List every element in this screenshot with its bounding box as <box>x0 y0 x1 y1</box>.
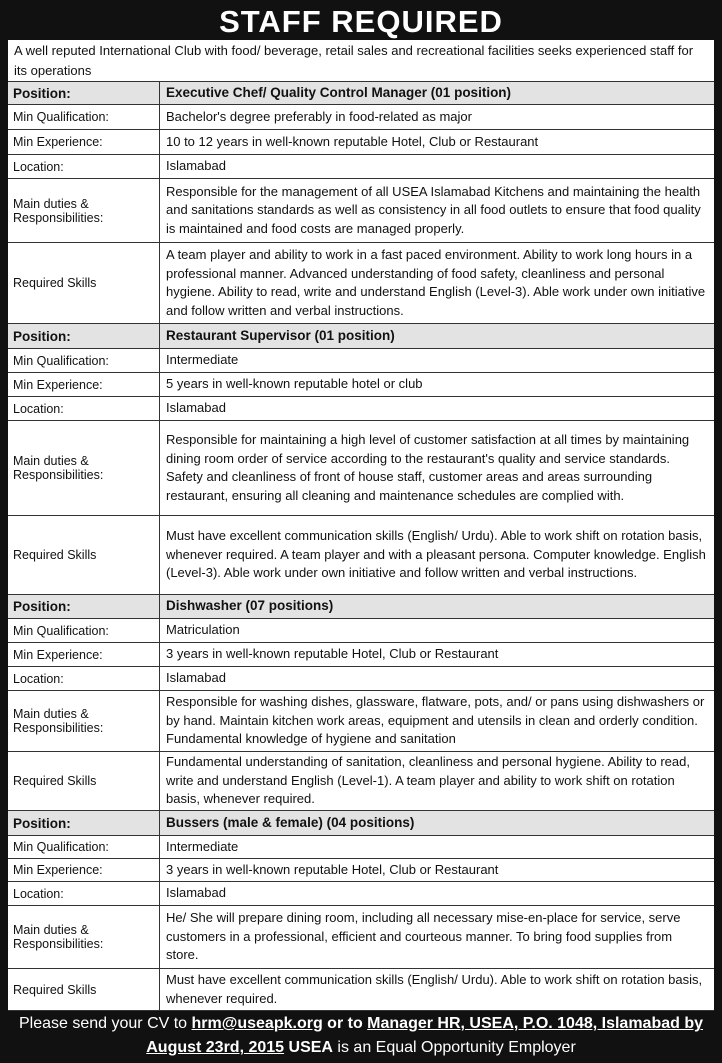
row-value: Responsible for the management of all USEA Islamabad Kitchens and maintaining the health and sanitations standards as well as consistency in all food outlets to ensure that food quality is maintained and food costs are managed properly. <box>166 183 701 236</box>
row-value: Islamabad <box>166 158 226 174</box>
row-value: He/ She will prepare dining room, including all necessary mise-en-place for service, serve customers in a professional, efficient and courteous manner. To bring food supplies from store. <box>166 910 681 963</box>
table-row-location <box>8 155 714 179</box>
row-label: Required Skills <box>8 969 160 1010</box>
row-label: Min Qualification: <box>8 349 160 372</box>
position-header-row <box>8 595 714 619</box>
row-value: Islamabad <box>166 400 226 416</box>
position-header-row <box>8 811 714 836</box>
position-title: Executive Chef/ Quality Control Manager (01 position) <box>166 84 512 100</box>
row-label: Location: <box>8 882 160 905</box>
row-label: Required Skills <box>8 516 160 594</box>
row-value: Intermediate <box>166 352 239 368</box>
row-value: Matriculation <box>166 622 240 638</box>
table-row-skills <box>8 969 714 1011</box>
table-row-duties <box>8 906 714 969</box>
row-label: Position: <box>8 324 160 348</box>
row-label: Main duties & Responsibilities: <box>8 691 160 751</box>
table-row-min-qualification <box>8 836 714 859</box>
row-value: 3 years in well-known reputable Hotel, Club or Restaurant <box>166 646 499 662</box>
table-row-min-experience <box>8 373 714 397</box>
intro-text: A well reputed International Club with food/ beverage, retail sales and recreational facilities seeks experienced staff for its operations <box>8 40 714 82</box>
org-name: USEA <box>288 1039 333 1056</box>
email-link[interactable]: hrm@useapk.org <box>191 1015 323 1032</box>
row-label: Min Qualification: <box>8 619 160 642</box>
footer-suffix: is an Equal Opportunity Employer <box>337 1039 576 1056</box>
row-label: Position: <box>8 811 160 835</box>
footer-prefix: Please send your CV to <box>18 1015 188 1032</box>
page-title: STAFF REQUIRED <box>219 4 503 39</box>
row-value: 10 to 12 years in well-known reputable Hotel, Club or Restaurant <box>166 133 539 149</box>
row-value: 5 years in well-known reputable hotel or club <box>166 376 423 392</box>
row-label: Min Qualification: <box>8 836 160 858</box>
table-row-min-qualification <box>8 349 714 373</box>
row-label: Min Experience: <box>8 643 160 666</box>
row-label: Main duties & Responsibilities: <box>8 421 160 515</box>
table-row-duties <box>8 179 714 243</box>
table-row-location <box>8 667 714 691</box>
postal-address: Manager HR, USEA, P.O. 1048, Islamabad by <box>367 1015 704 1032</box>
position-header-row <box>8 324 714 349</box>
table-row-min-experience <box>8 643 714 667</box>
row-label: Main duties & Responsibilities: <box>8 179 160 242</box>
row-value: Responsible for maintaining a high level of customer satisfaction at all times by maintaining dining room order of service according to the restaurant's quality and service standards. Safety and cleanliness of front of house staff, customer areas and areas surrounding restaurant, ensuring all cleaning and maintenance schedules are complied with. <box>166 432 690 503</box>
table-row-duties <box>8 691 714 752</box>
position-header-row <box>8 82 714 105</box>
table-row-min-qualification <box>8 105 714 130</box>
table-row-skills <box>8 516 714 595</box>
position-title: Bussers (male & female) (04 positions) <box>166 814 415 830</box>
row-label: Location: <box>8 397 160 420</box>
row-label: Required Skills <box>8 243 160 323</box>
table-row-min-experience <box>8 859 714 882</box>
table-row-min-experience <box>8 130 714 155</box>
row-label: Position: <box>8 595 160 618</box>
row-value: Responsible for washing dishes, glassware, flatware, pots, and/ or pans using dishwashers or by hand. Maintain kitchen work areas, equipment and utensils in clean and orderly condition. Fundamental knowledge of hygiene and sanitation <box>166 694 705 747</box>
row-label: Main duties & Responsibilities: <box>8 906 160 968</box>
row-value: Bachelor's degree preferably in food-related as major <box>166 108 472 124</box>
row-value: Must have excellent communication skills (English/ Urdu). Able to work shift on rotation basis, whenever required. <box>166 972 703 1006</box>
row-value: 3 years in well-known reputable Hotel, Club or Restaurant <box>166 861 499 877</box>
table-row-duties <box>8 421 714 516</box>
row-value: Islamabad <box>166 885 226 901</box>
row-value: Islamabad <box>166 670 226 686</box>
table-row-location <box>8 397 714 421</box>
footer <box>0 1012 722 1063</box>
footer-or: or to <box>327 1015 363 1032</box>
position-title: Dishwasher (07 positions) <box>166 598 334 614</box>
table-row-skills <box>8 752 714 811</box>
row-label: Min Qualification: <box>8 105 160 129</box>
row-value: A team player and ability to work in a fast paced environment. Ability to work long hours in a professional manner. Advanced understanding of food safety, cleanliness and personal hygiene. Ability to read, write and understand English (Level-3). Able work under own initiative and follow written and verbal instructions. <box>166 247 706 318</box>
table-row-location <box>8 882 714 906</box>
row-value: Fundamental understanding of sanitation, cleanliness and personal hygiene. Ability to read, write and understand English (Level-1). A team player and ability to work shift on rotation basis, whenever required. <box>166 754 690 807</box>
positions-table <box>8 40 714 1011</box>
row-label: Location: <box>8 155 160 178</box>
row-label: Min Experience: <box>8 373 160 396</box>
row-label: Min Experience: <box>8 859 160 881</box>
table-row-skills <box>8 243 714 324</box>
row-value: Intermediate <box>166 838 239 854</box>
deadline: August 23rd, 2015 <box>146 1039 285 1056</box>
row-label: Required Skills <box>8 752 160 810</box>
table-row-min-qualification <box>8 619 714 643</box>
row-value: Must have excellent communication skills (English/ Urdu). Able to work shift on rotation basis, whenever required. A team player and with a pleasant persona. Computer knowledge. English (Level-3). Able work under own initiative and follow written and verbal instructions. <box>166 528 706 581</box>
position-title: Restaurant Supervisor (01 position) <box>166 327 395 343</box>
row-label: Position: <box>8 82 160 104</box>
row-label: Min Experience: <box>8 130 160 154</box>
row-label: Location: <box>8 667 160 690</box>
